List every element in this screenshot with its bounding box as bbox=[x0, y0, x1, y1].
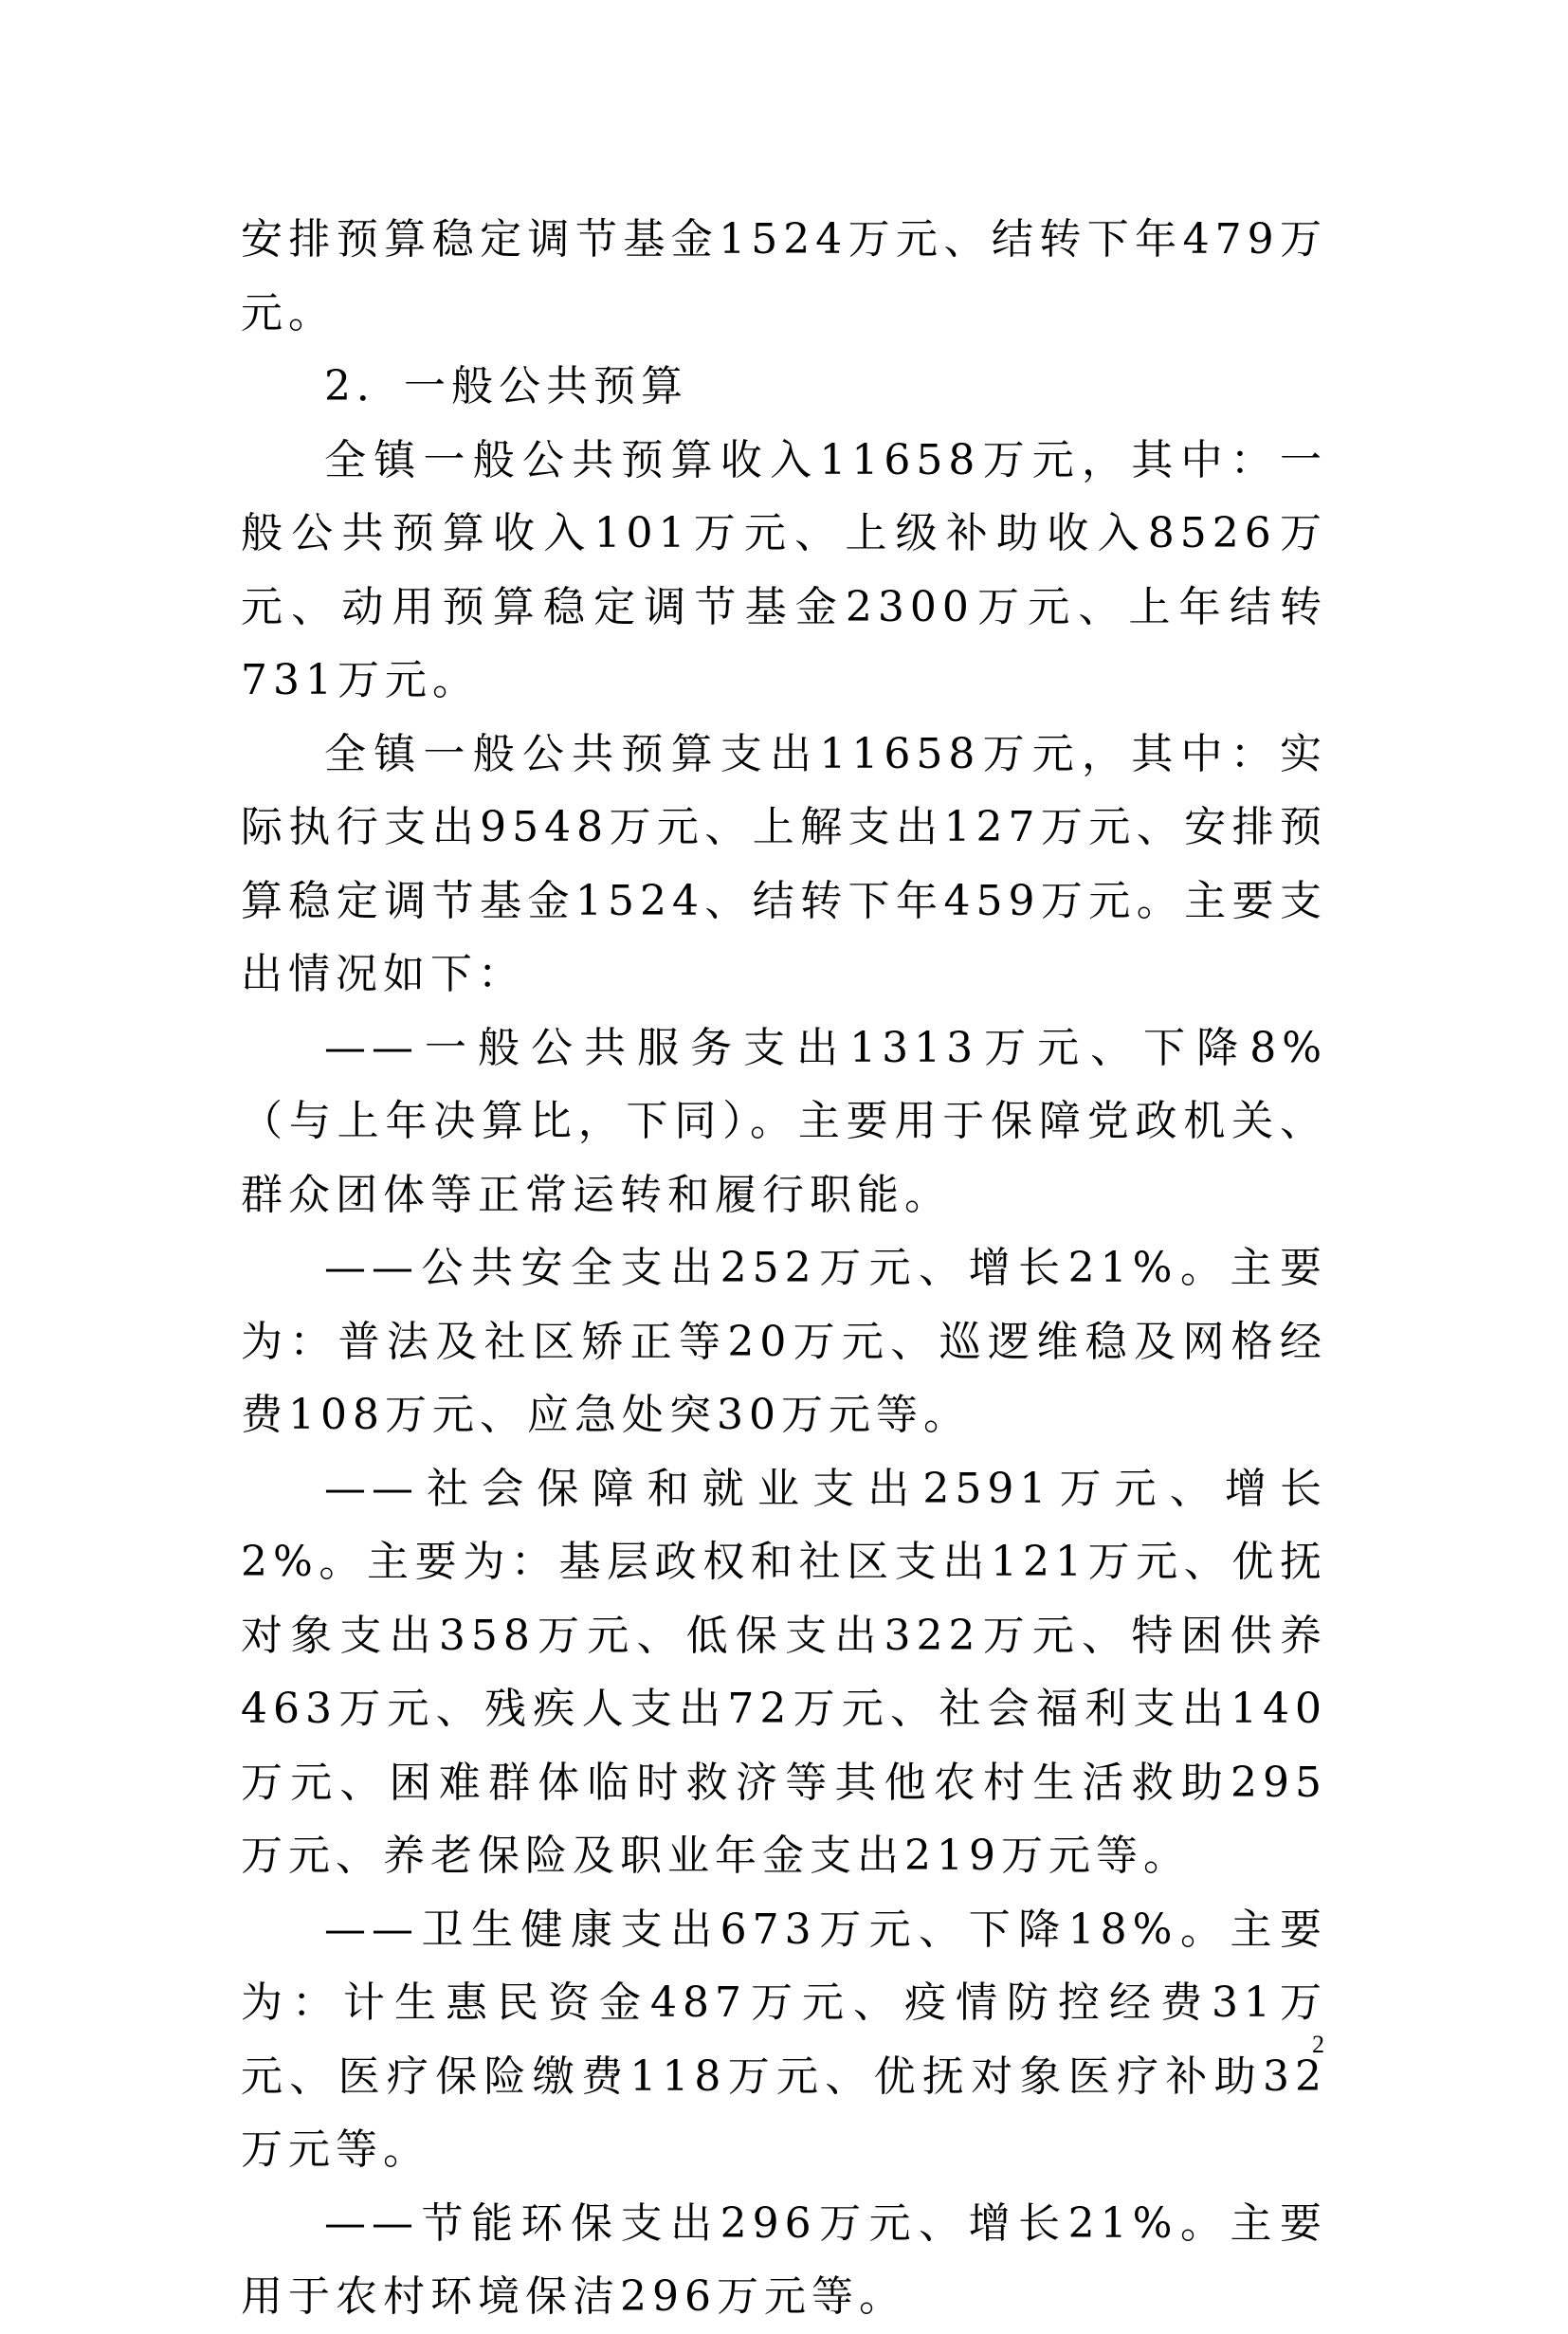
paragraph-expenditure: 全镇一般公共预算支出11658万元，其中：实际执行支出9548万元、上解支出127万元、安排预算稳定调节基金1524、结转下年459万元。主要支出情况如下： bbox=[241, 729, 1327, 998]
paragraph-environment: ——节能环保支出296万元、增长21%。主要用于农村环境保洁296万元等。 bbox=[241, 2198, 1327, 2321]
paragraph-general-services: ——一般公共服务支出1313万元、下降8%（与上年决算比，下同）。主要用于保障党政机关、群众团体等正常运转和履行职能。 bbox=[241, 1023, 1327, 1219]
body-text bbox=[241, 203, 1327, 2334]
paragraph-social-security: ——社会保障和就业支出2591万元、增长2%。主要为：基层政权和社区支出121万元、优抚对象支出358万元、低保支出322万元、特困供养463万元、残疾人支出72万元、社会福利支出140万元、困难群体临时救济等其他农村生活救助295万元、养老保险及职业年金支出219万元等。 bbox=[241, 1464, 1327, 1880]
section-heading: 2．一般公共预算 bbox=[324, 362, 688, 410]
paragraph-public-safety: ——公共安全支出252万元、增长21%。主要为：普法及社区矫正等20万元、巡逻维稳及网格经费108万元、应急处突30万元等。 bbox=[241, 1244, 1327, 1439]
paragraph-1: 安排预算稳定调节基金1524万元、结转下年479万元。 bbox=[241, 215, 1327, 337]
page-number: 2 bbox=[1312, 2031, 1324, 2058]
paragraph-health: ——卫生健康支出673万元、下降18%。主要为：计生惠民资金487万元、疫情防控经费31万元、医疗保险缴费118万元、优抚对象医疗补助32万元等。 bbox=[241, 1905, 1327, 2174]
paragraph-revenue: 全镇一般公共预算收入11658万元，其中：一般公共预算收入101万元、上级补助收入8526万元、动用预算稳定调节基金2300万元、上年结转731万元。 bbox=[241, 435, 1327, 704]
